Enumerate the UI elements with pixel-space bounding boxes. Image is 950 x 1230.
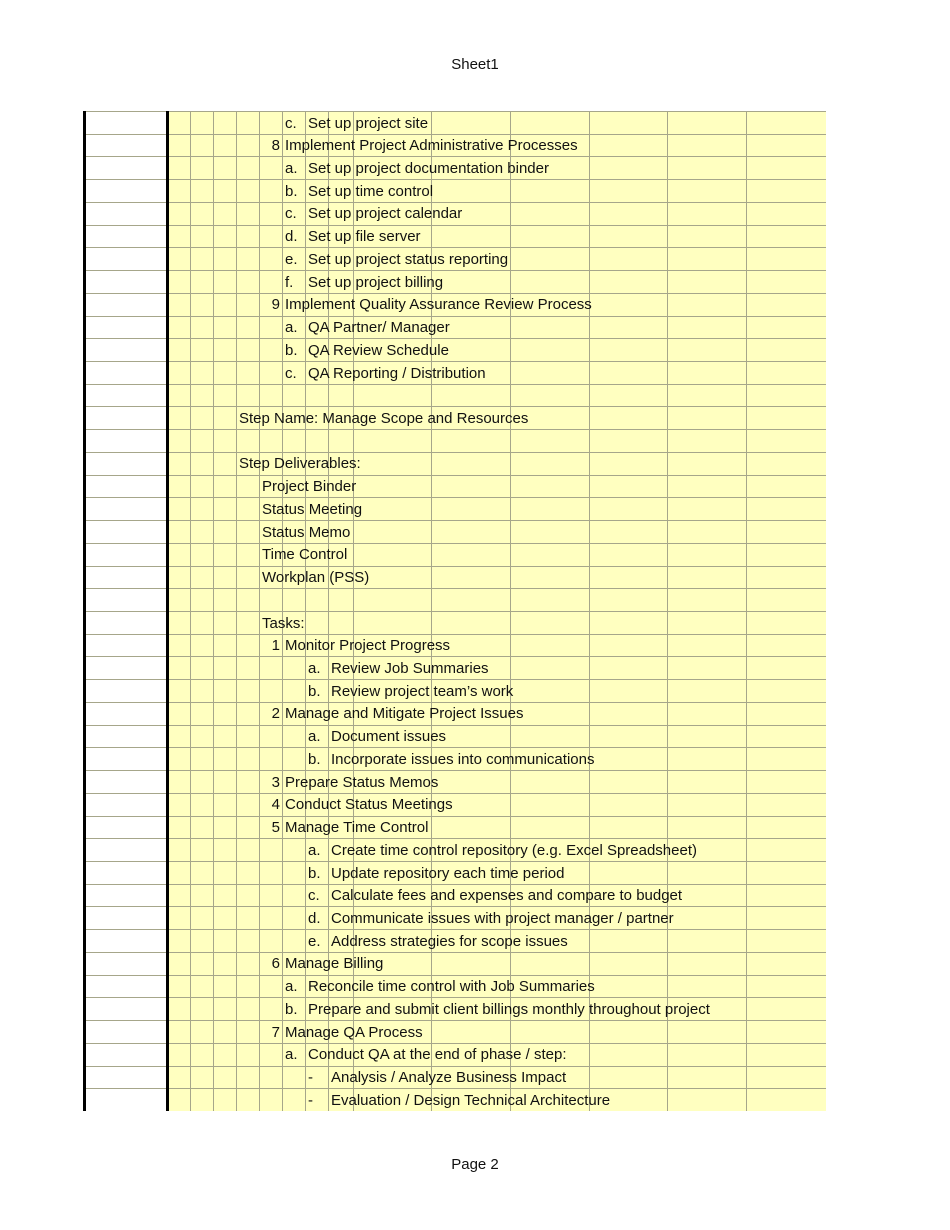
outline-column-c[interactable]: a. <box>285 1046 298 1064</box>
outline-column-d[interactable]: Reconcile time control with Job Summaries <box>308 978 595 996</box>
outline-column-e[interactable]: Calculate fees and expenses and compare to budget <box>331 887 683 905</box>
task-number[interactable]: 3 <box>271 773 280 791</box>
outline-column-c[interactable]: f. <box>285 273 294 291</box>
outline-column-c[interactable]: a. <box>285 319 298 337</box>
outline-column-c[interactable]: d. <box>285 228 298 246</box>
outline-column-d[interactable]: QA Reporting / Distribution <box>308 364 486 382</box>
outline-column-e[interactable]: Evaluation / Design Technical Architecture <box>331 1091 611 1109</box>
outline-column-e[interactable]: Incorporate issues into communications <box>331 750 595 768</box>
outline-column-e[interactable]: Analysis / Analyze Business Impact <box>331 1069 567 1087</box>
task-number[interactable]: 4 <box>271 796 280 814</box>
outline-column-e[interactable]: Review Job Summaries <box>331 659 489 677</box>
outline-column-c[interactable]: Manage Time Control <box>285 819 429 837</box>
outline-column-d[interactable]: b. <box>308 750 321 768</box>
outline-column-e[interactable]: Create time control repository (e.g. Excel Spreadsheet) <box>331 841 697 859</box>
outline-column-d[interactable]: Set up project billing <box>308 273 444 291</box>
task-number[interactable]: 2 <box>271 705 280 723</box>
outline-column-c[interactable]: e. <box>285 250 298 268</box>
cell-text-layer <box>83 111 826 1111</box>
outline-column-d[interactable]: Conduct QA at the end of phase / step: <box>308 1046 567 1064</box>
outline-column-d[interactable]: Set up project status reporting <box>308 250 509 268</box>
spreadsheet-area <box>83 111 826 1111</box>
outline-column-c[interactable]: Manage QA Process <box>285 1023 423 1041</box>
outline-column-d[interactable]: a. <box>308 841 321 859</box>
section-item[interactable]: Status Meeting <box>262 500 363 518</box>
outline-column-d[interactable]: c. <box>308 887 320 905</box>
outline-column-e[interactable]: Address strategies for scope issues <box>331 932 568 950</box>
task-number[interactable]: 8 <box>271 137 280 155</box>
outline-column-c[interactable]: Monitor Project Progress <box>285 637 451 655</box>
outline-column-d[interactable]: Set up project calendar <box>308 205 463 223</box>
outline-column-d[interactable]: Set up file server <box>308 228 421 246</box>
outline-column-c[interactable]: Implement Quality Assurance Review Process <box>285 296 592 314</box>
outline-column-c[interactable]: Manage Billing <box>285 955 384 973</box>
outline-column-c[interactable]: Implement Project Administrative Processes <box>285 137 578 155</box>
section-item[interactable]: Workplan (PSS) <box>262 569 370 587</box>
outline-column-c[interactable]: c. <box>285 114 297 132</box>
section-item[interactable]: Time Control <box>262 546 348 564</box>
task-number[interactable]: 6 <box>271 955 280 973</box>
outline-column-c[interactable]: Manage and Mitigate Project Issues <box>285 705 524 723</box>
outline-column-d[interactable]: - <box>308 1069 313 1087</box>
outline-column-c[interactable]: c. <box>285 205 297 223</box>
outline-column-c[interactable]: c. <box>285 364 297 382</box>
outline-column-e[interactable]: Communicate issues with project manager / partner <box>331 909 674 927</box>
outline-column-c[interactable]: a. <box>285 159 298 177</box>
outline-column-c[interactable]: Conduct Status Meetings <box>285 796 453 814</box>
section-item[interactable]: Status Memo <box>262 523 351 541</box>
section-item[interactable]: Tasks: <box>262 614 305 632</box>
task-number[interactable]: 1 <box>271 637 280 655</box>
outline-column-d[interactable]: d. <box>308 909 321 927</box>
outline-column-e[interactable]: Document issues <box>331 728 447 746</box>
page-header-title: Sheet1 <box>451 56 499 73</box>
task-number[interactable]: 5 <box>271 819 280 837</box>
outline-column-d[interactable]: Set up time control <box>308 182 434 200</box>
outline-column-c[interactable]: Prepare Status Memos <box>285 773 439 791</box>
outline-column-e[interactable]: Review project team’s work <box>331 682 514 700</box>
task-number[interactable]: 7 <box>271 1023 280 1041</box>
outline-column-e[interactable]: Update repository each time period <box>331 864 565 882</box>
outline-column-d[interactable]: Set up project site <box>308 114 429 132</box>
outline-column-d[interactable]: e. <box>308 932 321 950</box>
step-label[interactable]: Step Deliverables: <box>239 455 361 473</box>
outline-column-c[interactable]: b. <box>285 1000 298 1018</box>
outline-column-d[interactable]: - <box>308 1091 313 1109</box>
outline-column-d[interactable]: Set up project documentation binder <box>308 159 549 177</box>
outline-column-d[interactable]: a. <box>308 659 321 677</box>
task-number[interactable]: 9 <box>271 296 280 314</box>
step-label[interactable]: Step Name: Manage Scope and Resources <box>239 409 529 427</box>
outline-column-d[interactable]: Prepare and submit client billings monthly throughout project <box>308 1000 710 1018</box>
page-footer-number: Page 2 <box>451 1156 499 1173</box>
outline-column-d[interactable]: a. <box>308 728 321 746</box>
outline-column-d[interactable]: b. <box>308 682 321 700</box>
section-item[interactable]: Project Binder <box>262 478 357 496</box>
outline-column-d[interactable]: QA Review Schedule <box>308 341 449 359</box>
outline-column-c[interactable]: b. <box>285 182 298 200</box>
outline-column-d[interactable]: b. <box>308 864 321 882</box>
outline-column-d[interactable]: QA Partner/ Manager <box>308 319 450 337</box>
outline-column-c[interactable]: a. <box>285 978 298 996</box>
outline-column-c[interactable]: b. <box>285 341 298 359</box>
